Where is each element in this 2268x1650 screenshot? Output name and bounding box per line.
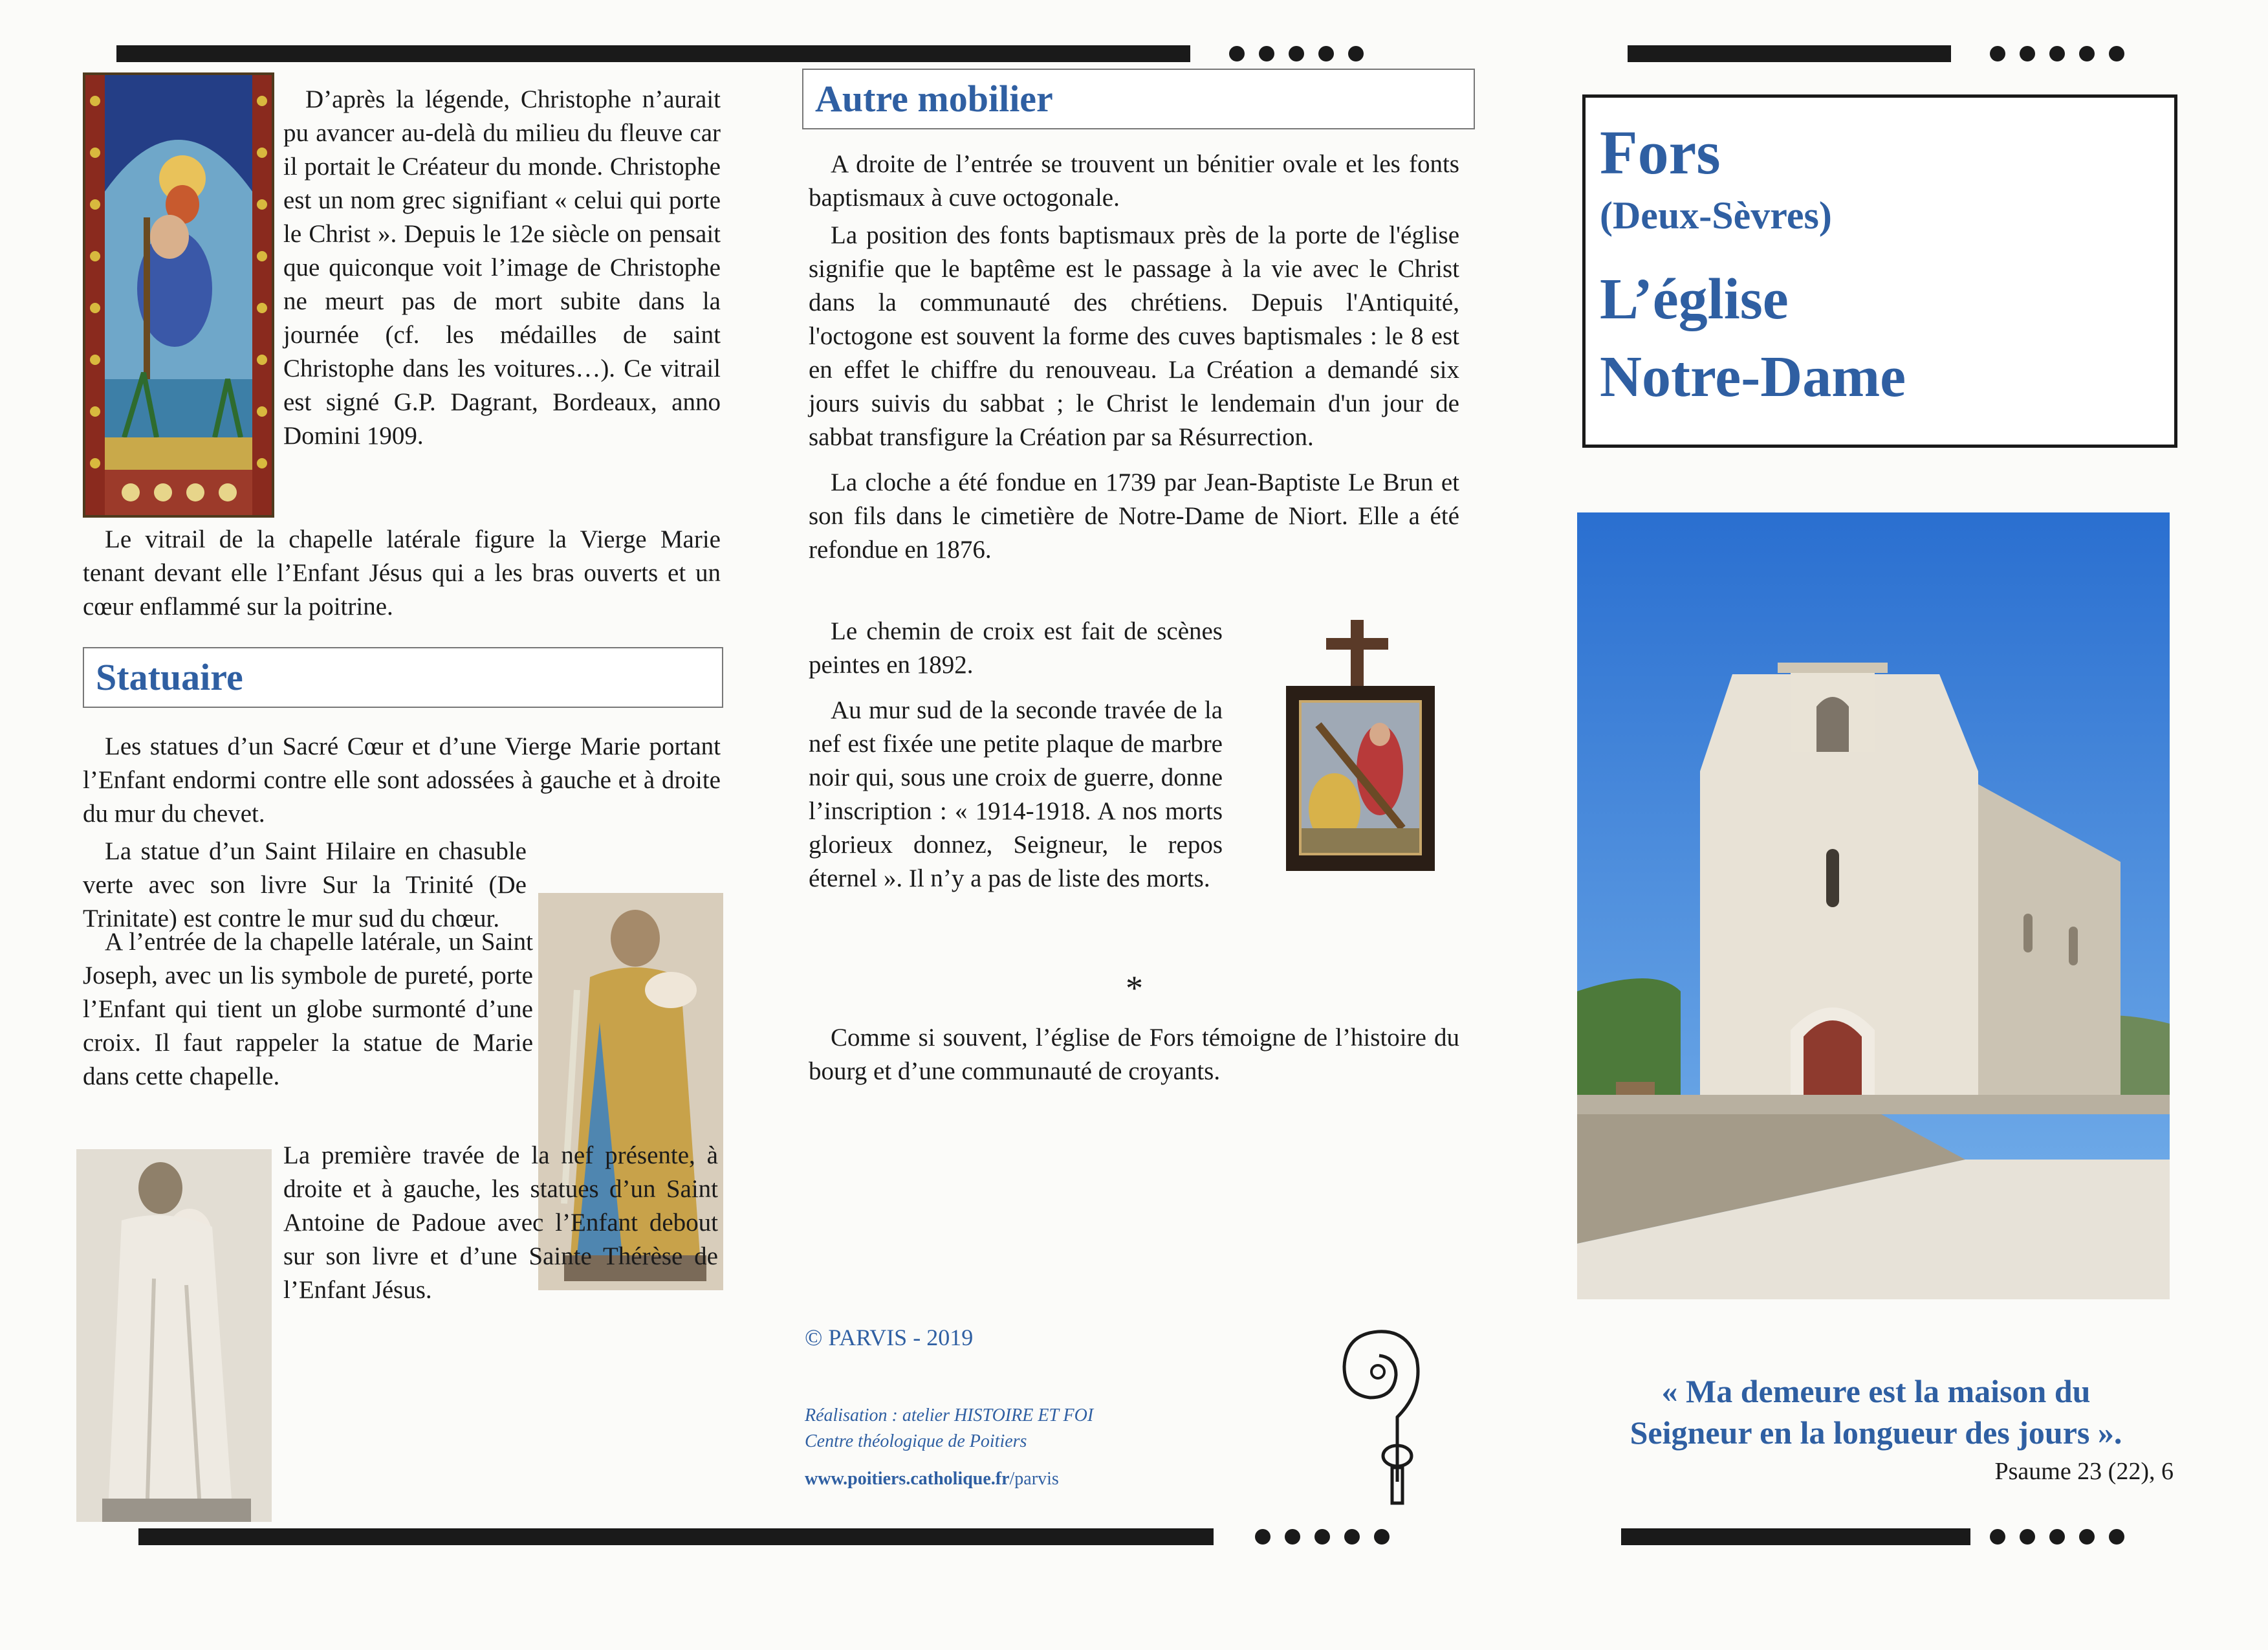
left-paragraph-6: La première travée de la nef présente, à droite et à gauche, les statues d’un Saint Antoine de Padoue avec l’Enfant debout sur son livre et d’une Sainte Thérèse de l’Enfant Jésus.	[283, 1141, 718, 1304]
title-box	[1582, 94, 2177, 448]
crozier-logo	[1333, 1320, 1436, 1508]
middle-paragraph-2: La position des fonts baptismaux près de la porte de l'église signifie que le baptême est le passage à la vie avec le Christ dans la communauté des chrétiens. Depuis l'Antiquité, l'octogone est souvent la forme des cuves baptismales : le 8 est en effet le chiffre du renouveau. La Création a demandé six jours suivis du sabbat ; le Christ le lendemain d'un jour de sabbat transfigure la Création par sa Résurrection.	[809, 221, 1459, 451]
copyright: © PARVIS - 2019	[805, 1325, 974, 1350]
title-fors: Fors	[1600, 118, 1721, 187]
left-paragraph-3: Les statues d’un Sacré Cœur et d’une Vierge Marie portant l’Enfant endormi contre elle sont adossées à gauche et à droite du mur du chevet.	[83, 732, 721, 828]
right-bottom-decoration	[1621, 1528, 2268, 1545]
statuaire-heading: Statuaire	[83, 647, 723, 708]
left-column	[0, 0, 750, 1650]
right-column	[1488, 0, 2268, 1650]
bottom-dots	[1255, 1528, 1449, 1545]
left-paragraph-5: A l’entrée de la chapelle latérale, un Saint Joseph, avec un lis symbole de pureté, porte l’Enfant qui tient un globe surmonté d’une croix. Il faut rappeler la statue de Marie dans cette chapelle.	[83, 928, 533, 1090]
psalm-quote	[1578, 1370, 2174, 1453]
quote-line-2: Seigneur en la longueur des jours ».	[1630, 1414, 2122, 1451]
middle-paragraph-5: Au mur sud de la seconde travée de la nef est fixée une petite plaque de marbre noir qui, sous une croix de guerre, donne l’inscription : « 1914-1918. A nos morts glorieux donnez, Seigneur, le repos éternel ». Il n’y a pas de liste des morts.	[809, 696, 1223, 892]
middle-paragraph-3: La cloche a été fondue en 1739 par Jean-Baptiste Le Brun et son fils dans le cimetière de Notre-Dame de Niort. Elle a été refondue en 1876.	[809, 468, 1459, 564]
left-paragraph-1: D’après la légende, Christophe n’aurait pu avancer au-delà du milieu du fleuve car il portait le Créateur du monde. Christophe est un nom grec signifiant « celui qui porte le Christ ». Depuis le 12e siècle on pensait que quiconque voit l’image de Christophe ne meurt pas de mort subite dans la journée (cf. les médailles de saint Christophe dans les voitures…). Ce vitrail est signé G.P. Dagrant, Bordeaux, anno Domini 1909.	[283, 85, 721, 450]
middle-paragraph-4: Le chemin de croix est fait de scènes peintes en 1892.	[809, 617, 1223, 679]
middle-paragraph-6: Comme si souvent, l’église de Fors témoigne de l’histoire du bourg et d’une communauté de croyants.	[809, 1024, 1459, 1085]
psalm-reference: Psaume 23 (22), 6	[1994, 1458, 2174, 1485]
autre-mobilier-heading: Autre mobilier	[802, 69, 1475, 129]
credit-line-1: Réalisation : atelier HISTOIRE ET FOI	[805, 1405, 1094, 1425]
top-dots	[1229, 45, 1423, 62]
middle-column	[750, 0, 1488, 1650]
title-notre-dame: Notre-Dame	[1600, 345, 1906, 409]
quote-line-1: « Ma demeure est la maison du	[1661, 1373, 2091, 1409]
asterisk: *	[1126, 969, 1143, 1007]
credit-line-2: Centre théologique de Poitiers	[805, 1431, 1027, 1451]
left-paragraph-4: La statue d’un Saint Hilaire en chasuble verte avec son livre Sur la Trinité (De Trinitate) est contre le mur sud du chœur.	[83, 837, 527, 932]
chemin-de-croix-image	[1273, 615, 1448, 899]
church-photo	[1577, 512, 2170, 1299]
saint-antoine-statue-image	[76, 1149, 272, 1522]
middle-paragraph-1: A droite de l’entrée se trouvent un bénitier ovale et les fonts baptismaux à cuve octogonale.	[809, 150, 1459, 212]
left-paragraph-2: Le vitrail de la chapelle latérale figure la Vierge Marie tenant devant elle l’Enfant Jésus qui a les bras ouverts et un cœur enflammé sur la poitrine.	[83, 525, 721, 621]
right-top-decoration	[1628, 45, 2268, 62]
title-eglise: L’église	[1600, 267, 1789, 331]
subtitle-region: (Deux-Sèvres)	[1600, 194, 1832, 237]
parvis-link[interactable]: www.poitiers.catholique.fr/parvis	[805, 1469, 1059, 1489]
